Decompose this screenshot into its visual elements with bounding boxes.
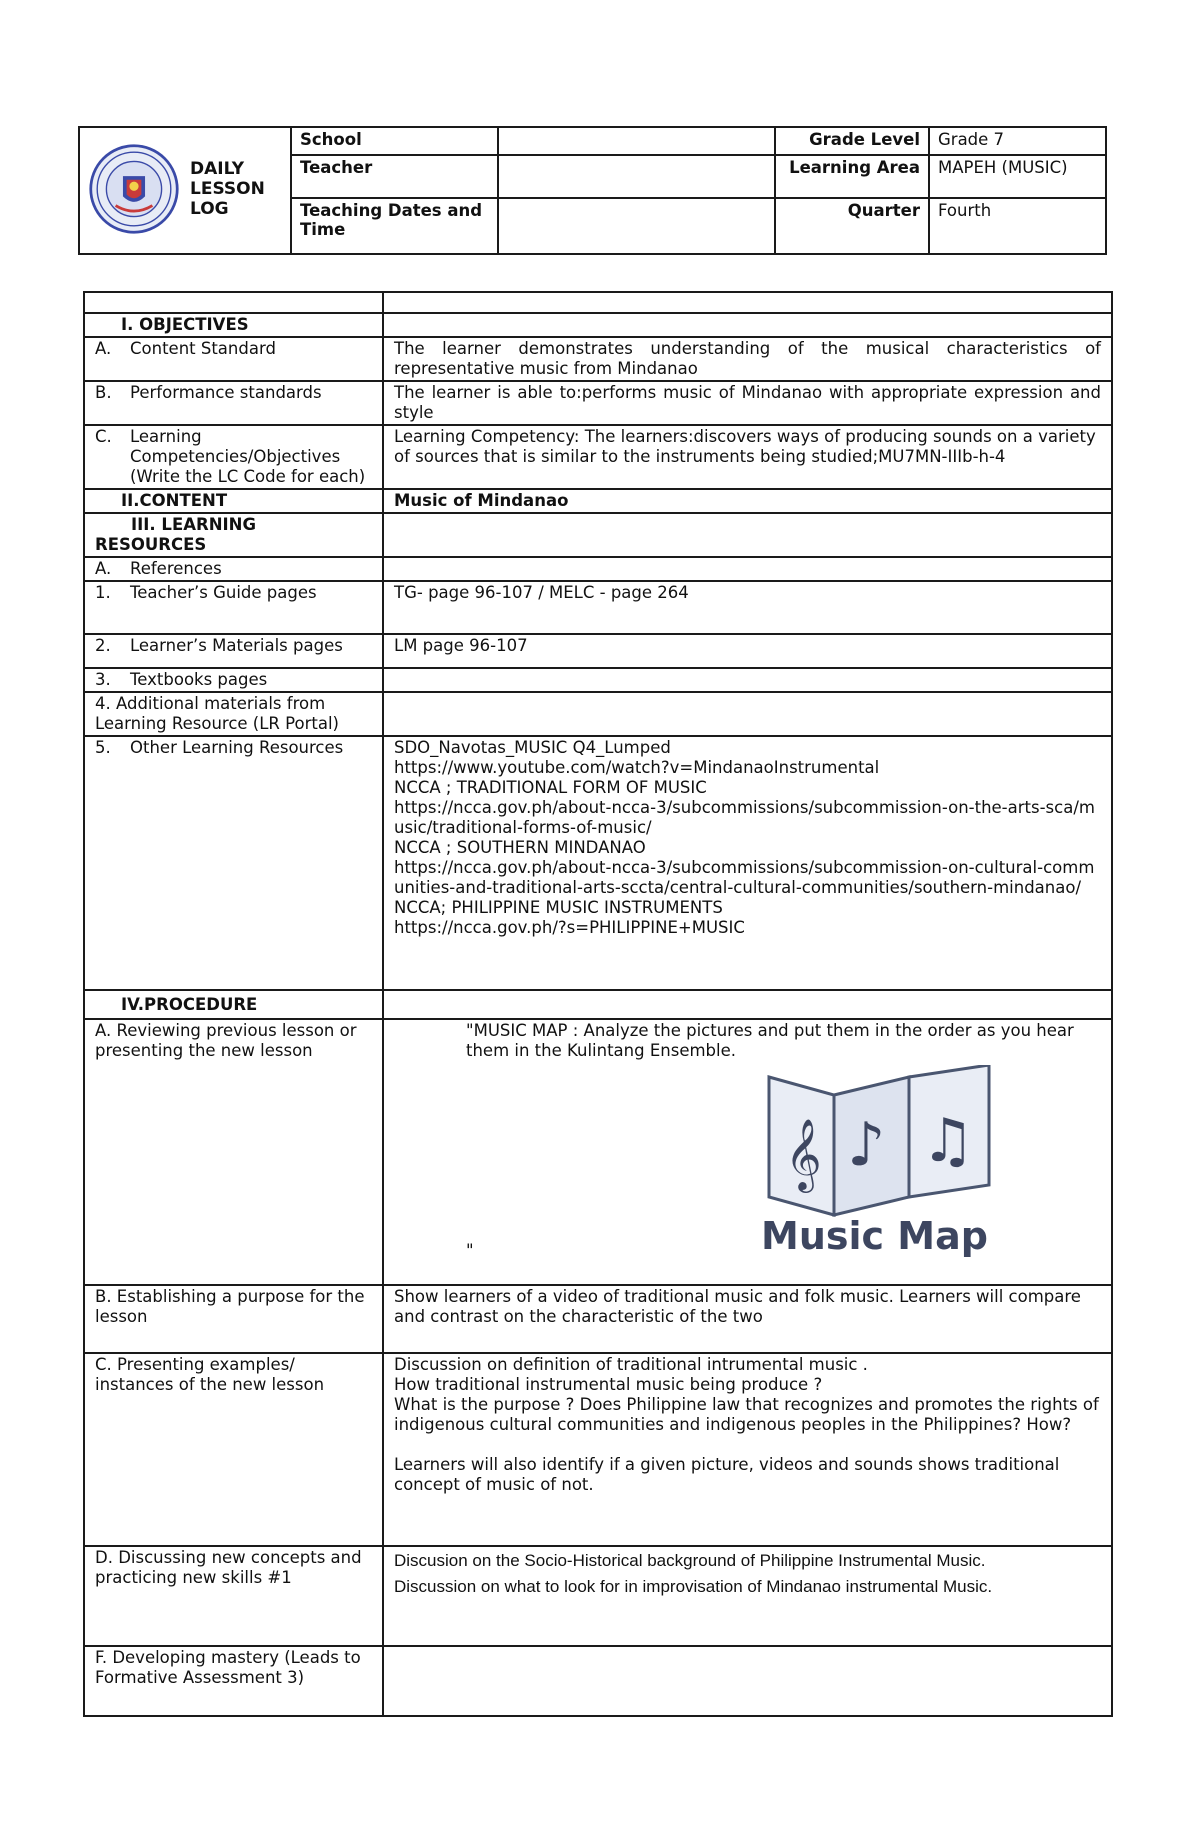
table-row	[84, 1353, 1112, 1546]
music-map-image	[759, 1065, 999, 1265]
table-row: 3. Textbooks pages	[84, 668, 1112, 692]
table-row: A. Content Standard The learner demonstrates understanding of the musical characteristics of representative music from Mindanao	[84, 337, 1112, 381]
table-row	[84, 1646, 1112, 1716]
resource-link[interactable]: https://ncca.gov.ph/about-ncca-3/subcommissions/subcommission-on-cultural-communities-and-traditional-arts-sccta/central-cultural-communities/southern-mindanao/	[394, 858, 1095, 897]
music-map-caption: Music Map	[761, 1214, 988, 1258]
content-standard-value[interactable]: The learner demonstrates understanding of the musical characteristics of representative music from Mindanao	[383, 337, 1112, 381]
table-row	[84, 513, 1112, 557]
learners-materials-value[interactable]: LM page 96-107	[383, 634, 1112, 668]
resource-link[interactable]: https://ncca.gov.ph/about-ncca-3/subcommissions/subcommission-on-the-arts-sca/music/traditional-forms-of-music/	[394, 798, 1095, 837]
resource-line: NCCA; PHILIPPINE MUSIC INSTRUMENTS	[394, 898, 723, 917]
table-row	[84, 990, 1112, 1019]
resource-line: SDO_Navotas_MUSIC Q4_Lumped	[394, 738, 671, 757]
content-standard-label: Content Standard	[130, 339, 276, 358]
other-resources-value	[383, 736, 1112, 990]
performance-standards-label: Performance standards	[130, 383, 322, 402]
resource-line: NCCA ; TRADITIONAL FORM OF MUSIC	[394, 778, 707, 797]
eighth-note-icon: ♪	[847, 1110, 886, 1180]
table-row	[84, 313, 1112, 337]
grade-level-value[interactable]: Grade 7	[929, 127, 1106, 155]
teaching-dates-label: Teaching Dates and Time	[291, 198, 498, 254]
resources-heading: III. LEARNING RESOURCES	[84, 513, 383, 557]
additional-materials-label: 4. Additional materials from Learning Resource (LR Portal)	[84, 692, 383, 736]
procedure-heading: IV.PROCEDURE	[84, 990, 383, 1019]
table-row: C. Learning Competencies/Objectives (Write the LC Code for each) Learning Competency: The learners:discovers ways of producing sounds on a variety of sources that is similar to the instruments being studied;MU7MN-IIIb-h-4	[84, 425, 1112, 489]
developing-mastery-label: F. Developing mastery (Leads to Formative Assessment 3)	[84, 1646, 383, 1716]
developing-mastery-value[interactable]	[383, 1646, 1112, 1716]
table-row	[84, 692, 1112, 736]
deped-seal-icon	[88, 143, 180, 235]
other-resources-label: Other Learning Resources	[130, 738, 344, 757]
resource-line: NCCA ; SOUTHERN MINDANAO	[394, 838, 646, 857]
school-value[interactable]	[498, 127, 775, 155]
table-row: A. References	[84, 557, 1112, 581]
quarter-value[interactable]: Fourth	[929, 198, 1106, 254]
establishing-purpose-value[interactable]: Show learners of a video of traditional music and folk music. Learners will compare and contrast on the characteristic of the two	[383, 1285, 1112, 1353]
header-table	[78, 126, 1107, 255]
table-row: 5. Other Learning Resources SDO_Navotas_MUSIC Q4_Lumped https://www.youtube.com/watch?v=MindanaoInstrumental NCCA ; TRADITIONAL FORM OF MUSIC https://ncca.gov.ph/about-ncca-3/subcommissions/subcommission-on-the-arts-sca/music/traditional-forms-of-music/ NCCA ; SOUTHERN MINDANAO https://ncca.gov.ph/about-ncca-3/subcommissions/subcommission-on-cultural-communities-and-traditional-arts-sccta/central-cultural-communities/southern-mindanao/ NCCA; PHILIPPINE MUSIC INSTRUMENTS https://ncca.gov.ph/?s=PHILIPPINE+MUSIC	[84, 736, 1112, 990]
learning-competencies-value[interactable]: Learning Competency: The learners:discovers ways of producing sounds on a variety of sources that is similar to the instruments being studied;MU7MN-IIIb-h-4	[383, 425, 1112, 489]
table-row: B. Performance standards The learner is able to:performs music of Mindanao with appropriate expression and style	[84, 381, 1112, 425]
learning-competencies-label: Learning Competencies/Objectives (Write the LC Code for each)	[130, 427, 366, 486]
quarter-label: Quarter	[775, 198, 929, 254]
table-row: 1. Teacher’s Guide pages TG- page 96-107 / MELC - page 264	[84, 581, 1112, 634]
teachers-guide-label: Teacher’s Guide pages	[130, 583, 317, 602]
table-row	[84, 1546, 1112, 1646]
content-value[interactable]: Music of Mindanao	[383, 489, 1112, 513]
lesson-table	[83, 291, 1113, 1717]
references-label: References	[130, 559, 222, 578]
beamed-notes-icon: ♫	[921, 1106, 975, 1176]
presenting-examples-label: C. Presenting examples/ instances of the new lesson	[84, 1353, 383, 1546]
document-title: DAILY LESSON LOG	[190, 159, 265, 219]
table-row	[84, 1285, 1112, 1353]
treble-clef-icon: 𝄞	[785, 1117, 822, 1190]
content-heading: II.CONTENT	[84, 489, 383, 513]
teacher-label: Teacher	[291, 155, 498, 198]
table-row	[84, 1019, 1112, 1285]
teachers-guide-value[interactable]: TG- page 96-107 / MELC - page 264	[383, 581, 1112, 634]
resource-link[interactable]: https://www.youtube.com/watch?v=MindanaoInstrumental	[394, 758, 880, 777]
music-map-instruction[interactable]: "MUSIC MAP : Analyze the pictures and put them in the order as you hear them in the Kulintang Ensemble.	[466, 1021, 1074, 1060]
discussing-concepts-label: D. Discussing new concepts and practicing new skills #1	[84, 1546, 383, 1646]
table-row	[84, 489, 1112, 513]
table-row: 2. Learner’s Materials pages LM page 96-107	[84, 634, 1112, 668]
reviewing-lesson-value: "MUSIC MAP : Analyze the pictures and put them in the order as you hear them in the Kulintang Ensemble. 𝄞 ♪ ♫ Music Map "	[383, 1019, 1112, 1285]
discussing-concepts-value[interactable]: Discusion on the Socio-Historical background of Philippine Instrumental Music. Discussion on what to look for in improvisation of Mindanao instrumental Music.	[383, 1546, 1112, 1646]
presenting-examples-value[interactable]: Discussion on definition of traditional intrumental music . How traditional instrumental music being produce ? What is the purpose ? Does Philippine law that recognizes and promotes the rights of indigenous cultural communities and indigenous peoples in the Philippines? How? Learners will also identify if a given picture, videos and sounds shows traditional concept of music of not.	[383, 1353, 1112, 1546]
performance-standards-value[interactable]: The learner is able to:performs music of Mindanao with appropriate expression and style	[383, 381, 1112, 425]
table-row	[84, 292, 1112, 313]
learners-materials-label: Learner’s Materials pages	[130, 636, 343, 655]
teaching-dates-value[interactable]	[498, 198, 775, 254]
teacher-value[interactable]	[498, 155, 775, 198]
grade-level-label: Grade Level	[775, 127, 929, 155]
textbooks-label: Textbooks pages	[130, 670, 268, 689]
school-label: School	[291, 127, 498, 155]
objectives-heading: I. OBJECTIVES	[84, 313, 383, 337]
logo-cell	[79, 127, 291, 254]
learning-area-label: Learning Area	[775, 155, 929, 198]
establishing-purpose-label: B. Establishing a purpose for the lesson	[84, 1285, 383, 1353]
reviewing-lesson-label: A. Reviewing previous lesson or presenting the new lesson	[84, 1019, 383, 1285]
learning-area-value[interactable]: MAPEH (MUSIC)	[929, 155, 1106, 198]
resource-link[interactable]: https://ncca.gov.ph/?s=PHILIPPINE+MUSIC	[394, 918, 745, 937]
